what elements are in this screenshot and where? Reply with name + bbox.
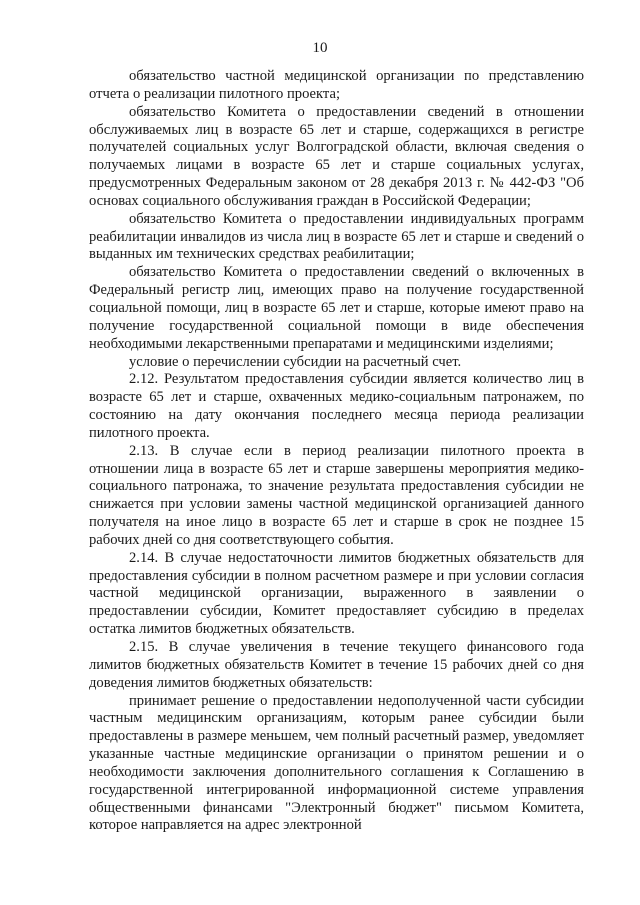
paragraph-federal-register: обязательство Комитета о предоставлении сведений о включенных в Федеральный регистр лиц, имеющих право на получение государственной социальной помощи, лиц в возрасте 65 лет и старше, которые имеют право на получение государственной социальной помощи в виде обеспечения необходимыми лекарственными препаратами и медицинскими изделиями; xyxy=(89,264,584,352)
paragraph-decision: принимает решение о предоставлении недополученной части субсидии частным медицинским организациям, которым ранее субсидии были предоставлены в размере меньшем, чем полный расчетный размер, уведомляет указанные частные медицинские организации о принятом решении и о необходимости заключения дополнительного соглашения к Соглашению в государственной интегрированной информационной системе управления общественными финансами "Электронный бюджет" письмом Комитета, которое направляется на адрес электронной xyxy=(89,692,584,834)
paragraph-payment-condition: условие о перечислении субсидии на расчетный счет. xyxy=(129,353,462,370)
paragraph-committee-info-obligation: обязательство Комитета о предоставлении сведений в отношении обслуживаемых лиц в возрасте 65 лет и старше, содержащихся в регистре получателей социальных услуг Волгоградской области, включая сведения о получаемых лицами в возрасте 65 лет и старше социальных услугах, предусмотренных Федеральным законом от 28 декабря 2013 г. № 442-ФЗ "Об основах социального обслуживания граждан в Российской Федерации; xyxy=(89,103,584,209)
paragraph-rehabilitation-programs: обязательство Комитета о предоставлении индивидуальных программ реабилитации инвалидов из числа лиц в возрасте 65 лет и старше и сведений о выданных им технических средствах реабилитации; xyxy=(89,210,584,263)
paragraph-2-15: 2.15. В случае увеличения в течение текущего финансового года лимитов бюджетных обязательств Комитет в течение 15 рабочих дней со дня доведения лимитов бюджетных обязательств: xyxy=(89,639,584,691)
paragraph-2-14: 2.14. В случае недостаточности лимитов бюджетных обязательств для предоставления субсидии в полном расчетном размере и при условии согласия частной медицинской организации, выраженного в заявлении о предоставлении субсидии, Комитет предоставляет субсидию в пределах остатка лимитов бюджетных обязательств. xyxy=(89,549,584,638)
paragraph-2-13: 2.13. В случае если в период реализации пилотного проекта в отношении лица в возрасте 65 лет и старше завершены мероприятия медико-социального патронажа, то значение результата предоставления субсидии не снижается при условии замены частной медицинской организацией данного получателя на иное лицо в возрасте 65 лет и старше в срок не позднее 15 рабочих дней со дня соответствующего события. xyxy=(89,442,584,548)
document-body xyxy=(89,68,584,835)
page-number: 10 xyxy=(312,40,328,56)
paragraph-2-12: 2.12. Результатом предоставления субсидии является количество лиц в возрасте 65 лет и старше, охваченных медико-социальным патронажем, по состоянию на дату окончания последнего месяца периода реализации пилотного проекта. xyxy=(89,371,584,441)
paragraph-reporting-obligation: обязательство частной медицинской организации по представлению отчета о реализации пилотного проекта; xyxy=(89,68,584,102)
